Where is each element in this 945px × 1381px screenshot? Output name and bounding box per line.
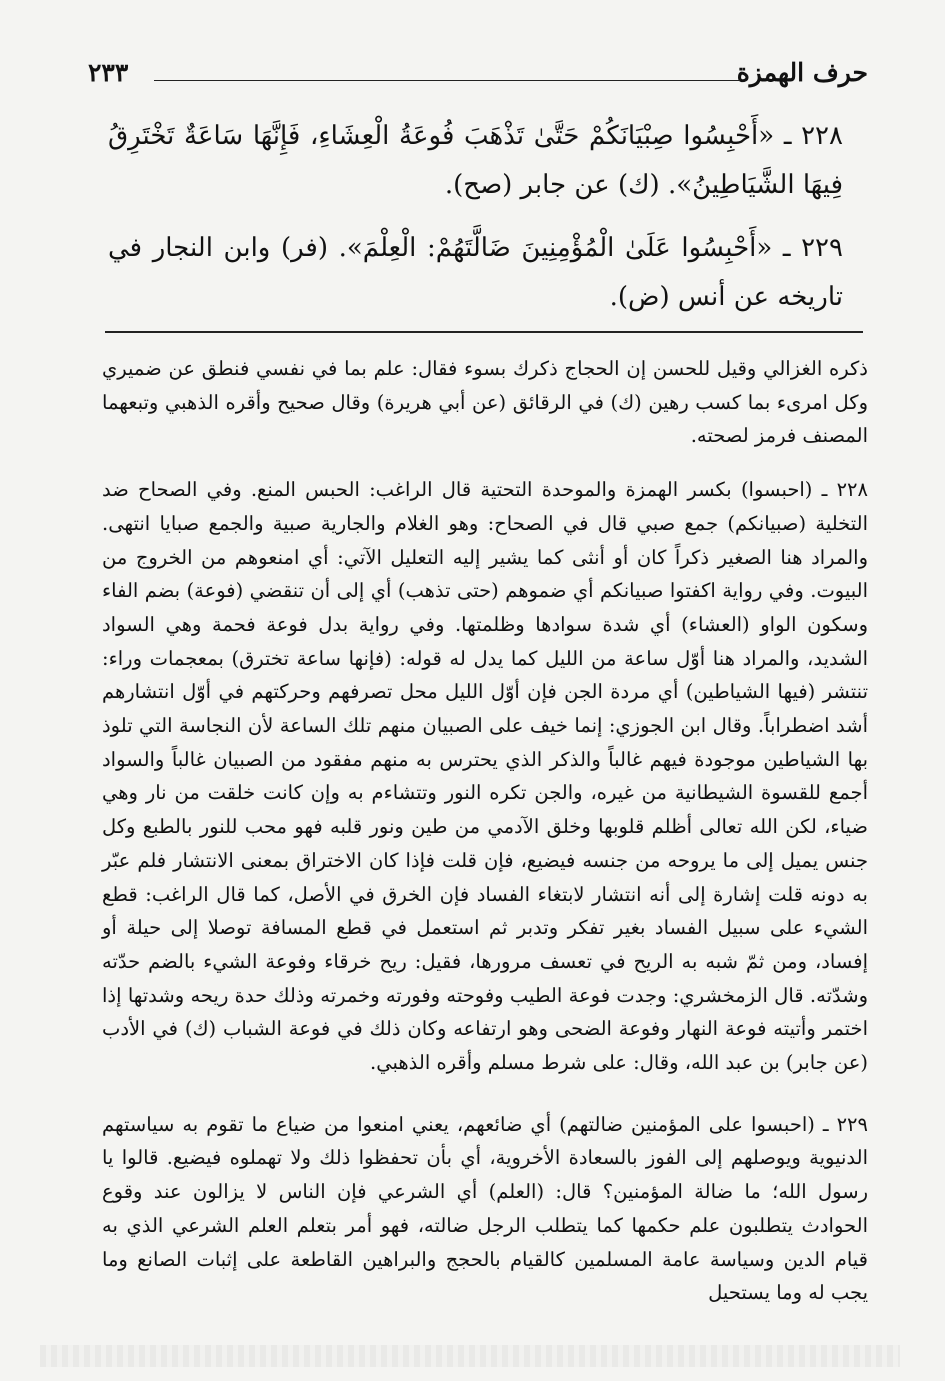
- header-rule: [154, 80, 740, 81]
- commentary-paragraph-prev: ذكره الغزالي وقيل للحسن إن الحجاج ذكرك بسوء فقال: علم بما في نفسي فنطق عن ضميري وكل امرىء بما كسب رهين (ك) في الرقائق (عن أبي هريرة) وقال صحيح وأقره الذهبي وتبعهما المصنف فرمز لصحته.: [102, 357, 868, 448]
- commentary: [102, 352, 868, 1330]
- hadith-228: ٢٢٨ ـ «أَحْبِسُوا صِبْيَانَكُمْ حَتَّىٰ تَذْهَبَ فُوعَةُ الْعِشَاءِ، فَإِنَّهَا سَاعَةٌ تَخْتَرِقُ فِيهَا الشَّيَاطِينُ». (ك) عن جابر (صح).: [108, 121, 843, 200]
- section-divider: [105, 331, 863, 333]
- hadith-text: [108, 112, 843, 336]
- page-number: ٢٣٣: [88, 58, 129, 87]
- scan-artifact: [40, 1345, 900, 1367]
- commentary-paragraph-229: ٢٢٩ ـ (احبسوا على المؤمنين ضالتهم) أي ضائعهم، يعني امنعوا من ضياع ما تقوم به سياستهم الدنيوية ويوصلهم إلى الفوز بالسعادة الأخروية، أي بأن تحفظوا ذلك ولا تهملوه فيضيع. قالوا يا رسول الله؛ ما ضالة المؤمنين؟ قال: (العلم) أي الشرعي فإن الناس لا يزالون عند وقوع الحوادث يتطلبون علم حكمها كما يتطلب الرجل ضالته، فهو أمر بتعلم العلم الشرعي الذي به قيام الدين وسياسة عامة المسلمين كالقيام بالحجج والبراهين القاطعة على إثبات الصانع وما يجب له وما يستحيل: [102, 1112, 868, 1305]
- page-header: [88, 58, 868, 92]
- hadith-229: ٢٢٩ ـ «أَحْبِسُوا عَلَىٰ الْمُؤْمِنِينَ ضَالَّتَهُمْ: الْعِلْمَ». (فر) وابن النجار في تاريخه عن أنس (ض).: [108, 233, 843, 312]
- commentary-paragraph-228: ٢٢٨ ـ (احبسوا) بكسر الهمزة والموحدة التحتية قال الراغب: الحبس المنع. وفي الصحاح ضد التخلية (صبيانكم) جمع صبي قال في الصحاح: وهو الغلام والجارية صبية والجمع صبايا انتهى. والمراد هنا الصغير ذكراً كان أو أنثى كما يشير إليه التعليل الآتي: أي امنعوهم من الخروج من البيوت. وفي رواية اكفتوا صبيانكم أي ضموهم (حتى تذهب) أي إلى أن تنقضي (فوعة) بضم الفاء وسكون الواو (العشاء) أي شدة سوادها وظلمتها. وفي رواية بدل فوعة فحمة وهي السواد الشديد، والمراد هنا أوّل ساعة من الليل كما يدل له قوله: (فإنها ساعة تخترق) بمعجمات وراء: تنتشر (فيها الشياطين) أي مردة الجن فإن أوّل الليل محل تصرفهم وحركتهم في أوّل انتشارهم أشد اضطراباً. وقال ابن الجوزي: إنما خيف على الصبيان منهم تلك الساعة لأن النجاسة التي تلوذ بها الشياطين موجودة فيهم غالباً والذكر الذي يحترس به منهم مفقود من الصبيان غالباً والسواد أجمع للقسوة الشيطانية من غيره، والجن تكره النور وتتشاءم به وإن كانت خلقت من نار وهي ضياء، لكن الله تعالى أظلم قلوبها وخلق الآدمي من طين ونور قلبه فهو محب للنور بالطبع وكل جنس يميل إلى ما يروحه من جنسه فيضيع، فإن قلت فإذا كان الاختراق بمعنى الانتشار فلم عبّر به دونه قلت إشارة إلى أنه انتشار لابتغاء الفساد فإن الخرق في الأصل، كما قال الراغب: قطع الشيء على سبيل الفساد بغير تفكر وتدبر ثم استعمل في قطع المسافة توصلا إلى حيلة أو إفساد، ومن ثمّ شبه به الريح في تعسف مرورها، فقيل: ريح خرقاء وفوعة الشيء بالضم حدّته وشدّته. قال الزمخشري: وجدت فوعة الطيب وفوحته وفورته وخمرته وذلك حدة ريحه وشدتها إذا اختمر وأتيته فوعة النهار وفوعة الضحى وهو ارتفاعه وكان ذلك في فوعة الشباب (ك) في الأدب (عن جابر) بن عبد الله، وقال: على شرط مسلم وأقره الذهبي.: [102, 478, 868, 1075]
- chapter-title: حرف الهمزة: [736, 58, 868, 87]
